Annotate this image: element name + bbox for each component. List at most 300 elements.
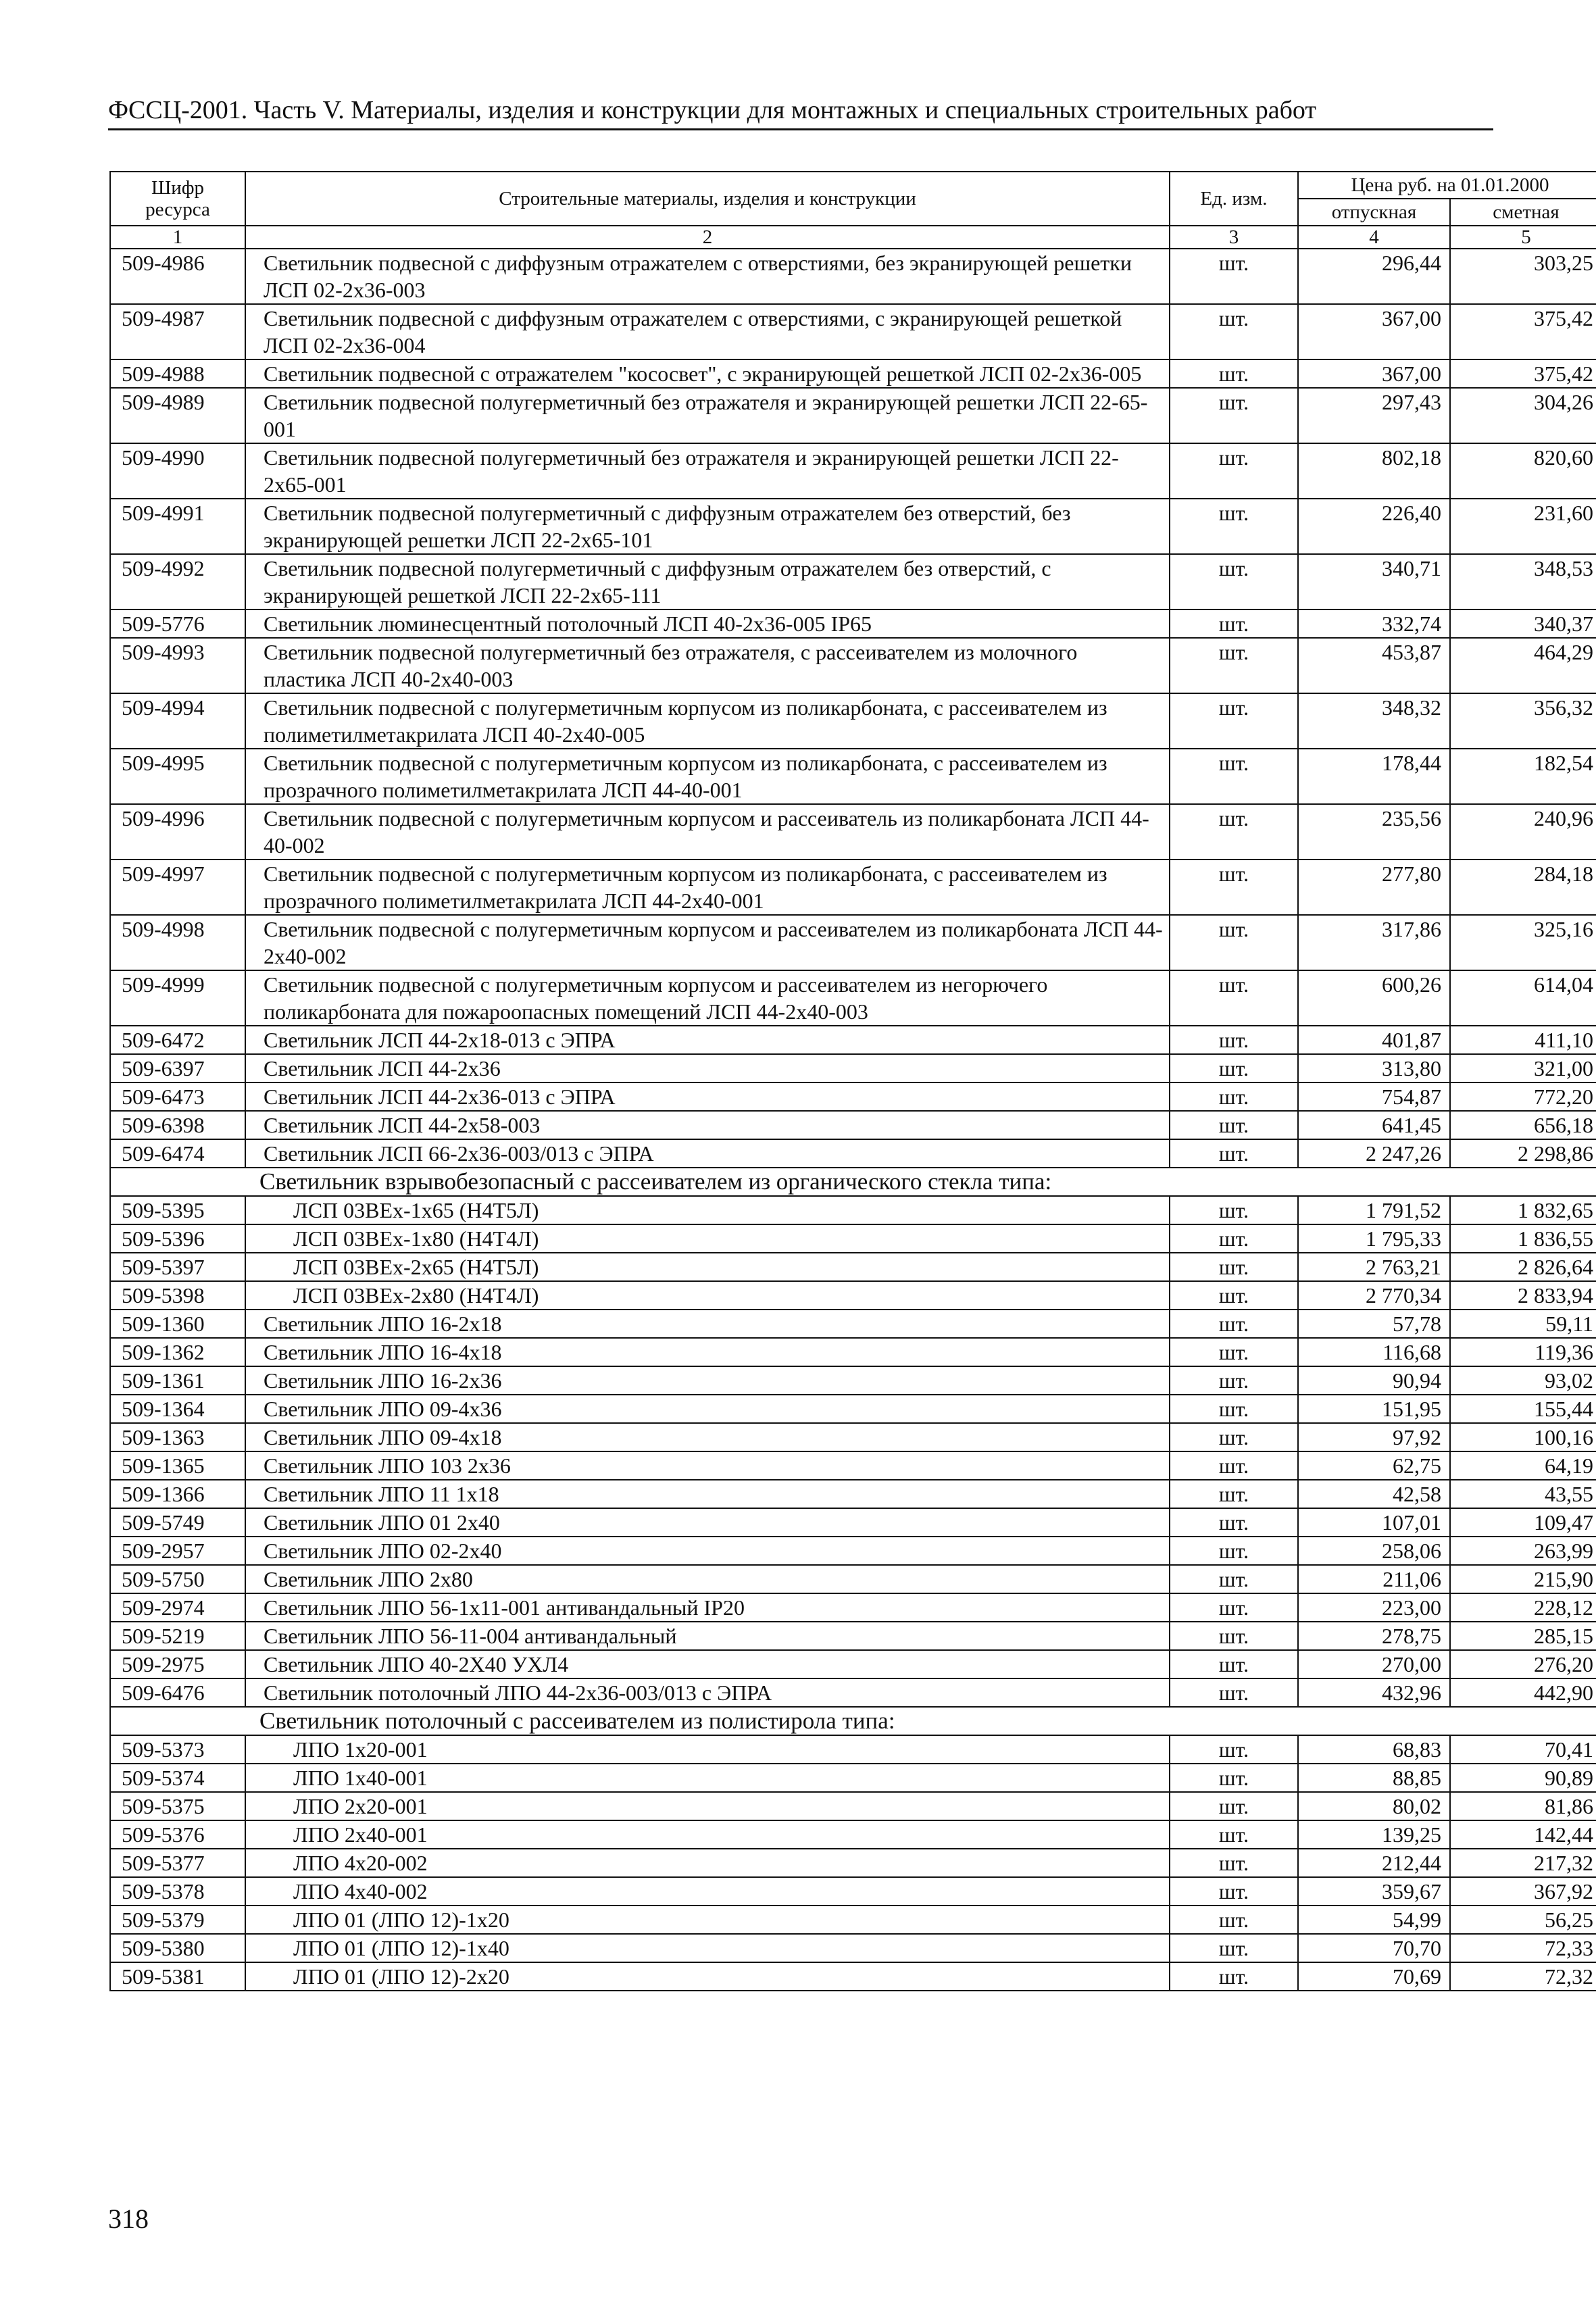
- table-row: [110, 1565, 1596, 1593]
- release-price-cell: 600,26: [1298, 970, 1450, 1026]
- item-name-cell: Светильник подвесной с полугерметичным корпусом и рассеиватель из поликарбоната ЛСП 44-40-002: [245, 804, 1170, 860]
- estimate-price-cell: 59,11: [1450, 1310, 1596, 1338]
- table-section-row: [110, 1707, 1596, 1735]
- resource-code-cell: 509-5219: [110, 1622, 245, 1650]
- estimate-price-cell: 356,32: [1450, 693, 1596, 749]
- item-name-cell: ЛПО 4х20-002: [245, 1849, 1170, 1877]
- resource-code-cell: 509-4990: [110, 443, 245, 499]
- table-row: [110, 749, 1596, 804]
- resource-code-cell: 509-5381: [110, 1962, 245, 1991]
- table-row: [110, 609, 1596, 638]
- unit-cell: шт.: [1170, 1593, 1298, 1622]
- unit-cell: шт.: [1170, 609, 1298, 638]
- release-price-cell: 317,86: [1298, 915, 1450, 970]
- release-price-cell: 97,92: [1298, 1423, 1450, 1451]
- estimate-price-cell: 325,16: [1450, 915, 1596, 970]
- unit-cell: шт.: [1170, 1877, 1298, 1906]
- item-name-cell: Светильник ЛСП 44-2х58-003: [245, 1111, 1170, 1139]
- estimate-price-cell: 772,20: [1450, 1082, 1596, 1111]
- unit-cell: шт.: [1170, 1764, 1298, 1792]
- release-price-cell: 2 247,26: [1298, 1139, 1450, 1168]
- unit-cell: шт.: [1170, 304, 1298, 359]
- estimate-price-cell: 263,99: [1450, 1537, 1596, 1565]
- release-price-cell: 332,74: [1298, 609, 1450, 638]
- table-row: [110, 1054, 1596, 1082]
- estimate-price-cell: 303,25: [1450, 249, 1596, 304]
- item-name-cell: Светильник ЛПО 16-2х18: [245, 1310, 1170, 1338]
- table-row: [110, 249, 1596, 304]
- resource-code-cell: 509-5373: [110, 1735, 245, 1764]
- item-name-cell: Светильник ЛПО 09-4х18: [245, 1423, 1170, 1451]
- estimate-price-cell: 442,90: [1450, 1678, 1596, 1707]
- estimate-price-cell: 64,19: [1450, 1451, 1596, 1480]
- item-name-cell: Светильник ЛСП 44-2х18-013 с ЭПРА: [245, 1026, 1170, 1054]
- unit-cell: шт.: [1170, 1253, 1298, 1281]
- resource-code-cell: 509-5776: [110, 609, 245, 638]
- table-row: [110, 1934, 1596, 1962]
- release-price-cell: 340,71: [1298, 554, 1450, 609]
- table-row: [110, 1508, 1596, 1537]
- table-row: [110, 1253, 1596, 1281]
- column-number: 3: [1170, 226, 1298, 249]
- unit-cell: шт.: [1170, 359, 1298, 388]
- item-name-cell: Светильник ЛПО 01 2х40: [245, 1508, 1170, 1537]
- estimate-price-cell: 285,15: [1450, 1622, 1596, 1650]
- release-price-cell: 151,95: [1298, 1395, 1450, 1423]
- release-price-cell: 88,85: [1298, 1764, 1450, 1792]
- table-row: [110, 554, 1596, 609]
- resource-code-cell: 509-4995: [110, 749, 245, 804]
- release-price-cell: 348,32: [1298, 693, 1450, 749]
- resource-code-cell: 509-5749: [110, 1508, 245, 1537]
- header-code: Шифр ресурса: [110, 172, 245, 226]
- item-name-cell: Светильник ЛПО 16-4х18: [245, 1338, 1170, 1366]
- release-price-cell: 367,00: [1298, 304, 1450, 359]
- unit-cell: шт.: [1170, 1934, 1298, 1962]
- item-name-cell: Светильник подвесной с полугерметичным корпусом и рассеивателем из негорючего поликарбоната для пожароопасных помещений ЛСП 44-2х40-003: [245, 970, 1170, 1026]
- resource-code-cell: 509-5375: [110, 1792, 245, 1820]
- table-row: [110, 638, 1596, 693]
- column-number: 5: [1450, 226, 1596, 249]
- unit-cell: шт.: [1170, 554, 1298, 609]
- item-name-cell: Светильник ЛСП 44-2х36: [245, 1054, 1170, 1082]
- release-price-cell: 1 795,33: [1298, 1224, 1450, 1253]
- header-name: Строительные материалы, изделия и конструкции: [245, 172, 1170, 226]
- table-row: [110, 1764, 1596, 1792]
- estimate-price-cell: 1 836,55: [1450, 1224, 1596, 1253]
- resource-code-cell: 509-4987: [110, 304, 245, 359]
- resource-code-cell: 509-4986: [110, 249, 245, 304]
- estimate-price-cell: 614,04: [1450, 970, 1596, 1026]
- unit-cell: шт.: [1170, 915, 1298, 970]
- table-row: [110, 693, 1596, 749]
- item-name-cell: ЛСП 03ВЕх-2х80 (Н4Т4Л): [245, 1281, 1170, 1310]
- resource-code-cell: 509-5376: [110, 1820, 245, 1849]
- table-row: [110, 1082, 1596, 1111]
- estimate-price-cell: 2 298,86: [1450, 1139, 1596, 1168]
- table-row: [110, 1849, 1596, 1877]
- item-name-cell: ЛСП 03ВЕх-1х80 (Н4Т4Л): [245, 1224, 1170, 1253]
- release-price-cell: 139,25: [1298, 1820, 1450, 1849]
- item-name-cell: Светильник подвесной с полугерметичным корпусом из поликарбоната, с рассеивателем из полиметилметакрилата ЛСП 40-2х40-005: [245, 693, 1170, 749]
- release-price-cell: 754,87: [1298, 1082, 1450, 1111]
- resource-code-cell: 509-1363: [110, 1423, 245, 1451]
- estimate-price-cell: 276,20: [1450, 1650, 1596, 1678]
- release-price-cell: 297,43: [1298, 388, 1450, 443]
- item-name-cell: Светильник потолочный ЛПО 44-2х36-003/013 с ЭПРА: [245, 1678, 1170, 1707]
- table-row: [110, 1395, 1596, 1423]
- release-price-cell: 641,45: [1298, 1111, 1450, 1139]
- resource-code-cell: 509-4996: [110, 804, 245, 860]
- table-row: [110, 1026, 1596, 1054]
- release-price-cell: 80,02: [1298, 1792, 1450, 1820]
- table-row: [110, 1451, 1596, 1480]
- release-price-cell: 278,75: [1298, 1622, 1450, 1650]
- item-name-cell: Светильник ЛПО 11 1х18: [245, 1480, 1170, 1508]
- item-name-cell: Светильник подвесной полугерметичный с диффузным отражателем без отверстий, с экранирующей решеткой ЛСП 22-2х65-111: [245, 554, 1170, 609]
- unit-cell: шт.: [1170, 249, 1298, 304]
- resource-code-cell: 509-4998: [110, 915, 245, 970]
- table-row: [110, 304, 1596, 359]
- item-name-cell: ЛПО 1х40-001: [245, 1764, 1170, 1792]
- estimate-price-cell: 231,60: [1450, 499, 1596, 554]
- resource-code-cell: 509-5377: [110, 1849, 245, 1877]
- table-row: [110, 1792, 1596, 1820]
- release-price-cell: 90,94: [1298, 1366, 1450, 1395]
- resource-code-cell: 509-5397: [110, 1253, 245, 1281]
- item-name-cell: Светильник ЛПО 40-2Х40 УХЛ4: [245, 1650, 1170, 1678]
- release-price-cell: 62,75: [1298, 1451, 1450, 1480]
- item-name-cell: Светильник подвесной полугерметичный без отражателя и экранирующей решетки ЛСП 22-2х65-001: [245, 443, 1170, 499]
- estimate-price-cell: 2 833,94: [1450, 1281, 1596, 1310]
- table-row: [110, 1735, 1596, 1764]
- page-header: [108, 95, 1493, 130]
- release-price-cell: 178,44: [1298, 749, 1450, 804]
- resource-code-cell: 509-4991: [110, 499, 245, 554]
- unit-cell: шт.: [1170, 804, 1298, 860]
- estimate-price-cell: 1 832,65: [1450, 1196, 1596, 1224]
- item-name-cell: Светильник подвесной с полугерметичным корпусом из поликарбоната, с рассеивателем из прозрачного полиметилметакрилата ЛСП 44-2х40-001: [245, 860, 1170, 915]
- item-name-cell: Светильник подвесной с диффузным отражателем с отверстиями, с экранирующей решеткой ЛСП 02-2х36-004: [245, 304, 1170, 359]
- unit-cell: шт.: [1170, 1451, 1298, 1480]
- release-price-cell: 70,70: [1298, 1934, 1450, 1962]
- item-name-cell: Светильник ЛПО 56-11-004 антивандальный: [245, 1622, 1170, 1650]
- resource-code-cell: 509-4997: [110, 860, 245, 915]
- table-row: [110, 970, 1596, 1026]
- release-price-cell: 235,56: [1298, 804, 1450, 860]
- table-header: [110, 172, 1596, 249]
- table-section-row: [110, 1168, 1596, 1196]
- release-price-cell: 1 791,52: [1298, 1196, 1450, 1224]
- header-unit: Ед. изм.: [1170, 172, 1298, 226]
- release-price-cell: 453,87: [1298, 638, 1450, 693]
- resource-code-cell: 509-5398: [110, 1281, 245, 1310]
- item-name-cell: ЛПО 01 (ЛПО 12)-1х40: [245, 1934, 1170, 1962]
- table-row: [110, 1906, 1596, 1934]
- unit-cell: шт.: [1170, 1423, 1298, 1451]
- resource-code-cell: 509-4999: [110, 970, 245, 1026]
- resource-code-cell: 509-6472: [110, 1026, 245, 1054]
- unit-cell: шт.: [1170, 1622, 1298, 1650]
- resource-code-cell: 509-4994: [110, 693, 245, 749]
- estimate-price-cell: 284,18: [1450, 860, 1596, 915]
- estimate-price-cell: 142,44: [1450, 1820, 1596, 1849]
- table-row: [110, 1366, 1596, 1395]
- page-title: ФССЦ-2001. Часть V. Материалы, изделия и конструкции для монтажных и специальных строительных работ: [108, 96, 1317, 124]
- estimate-price-cell: 72,32: [1450, 1962, 1596, 1991]
- item-name-cell: Светильник ЛПО 56-1х11-001 антивандальный IP20: [245, 1593, 1170, 1622]
- release-price-cell: 68,83: [1298, 1735, 1450, 1764]
- release-price-cell: 116,68: [1298, 1338, 1450, 1366]
- unit-cell: шт.: [1170, 1962, 1298, 1991]
- estimate-price-cell: 70,41: [1450, 1735, 1596, 1764]
- resource-code-cell: 509-5395: [110, 1196, 245, 1224]
- estimate-price-cell: 43,55: [1450, 1480, 1596, 1508]
- release-price-cell: 258,06: [1298, 1537, 1450, 1565]
- resource-code-cell: 509-2974: [110, 1593, 245, 1622]
- estimate-price-cell: 375,42: [1450, 304, 1596, 359]
- item-name-cell: Светильник ЛПО 2х80: [245, 1565, 1170, 1593]
- estimate-price-cell: 340,37: [1450, 609, 1596, 638]
- estimate-price-cell: 2 826,64: [1450, 1253, 1596, 1281]
- estimate-price-cell: 56,25: [1450, 1906, 1596, 1934]
- release-price-cell: 270,00: [1298, 1650, 1450, 1678]
- table-row: [110, 1962, 1596, 1991]
- unit-cell: шт.: [1170, 1678, 1298, 1707]
- item-name-cell: ЛСП 03ВЕх-1х65 (Н4Т5Л): [245, 1196, 1170, 1224]
- item-name-cell: Светильник подвесной полугерметичный без отражателя, с рассеивателем из молочного пластика ЛСП 40-2х40-003: [245, 638, 1170, 693]
- unit-cell: шт.: [1170, 1820, 1298, 1849]
- resource-code-cell: 509-1366: [110, 1480, 245, 1508]
- unit-cell: шт.: [1170, 1054, 1298, 1082]
- release-price-cell: 2 770,34: [1298, 1281, 1450, 1310]
- item-name-cell: ЛПО 01 (ЛПО 12)-2х20: [245, 1962, 1170, 1991]
- unit-cell: шт.: [1170, 749, 1298, 804]
- table-row: [110, 388, 1596, 443]
- unit-cell: шт.: [1170, 1224, 1298, 1253]
- release-price-cell: 42,58: [1298, 1480, 1450, 1508]
- price-table: [109, 171, 1596, 1991]
- item-name-cell: ЛПО 2х20-001: [245, 1792, 1170, 1820]
- unit-cell: шт.: [1170, 1310, 1298, 1338]
- item-name-cell: Светильник подвесной с полугерметичным корпусом и рассеивателем из поликарбоната ЛСП 44-2х40-002: [245, 915, 1170, 970]
- release-price-cell: 401,87: [1298, 1026, 1450, 1054]
- table-row: [110, 1537, 1596, 1565]
- release-price-cell: 223,00: [1298, 1593, 1450, 1622]
- unit-cell: шт.: [1170, 1735, 1298, 1764]
- estimate-price-cell: 81,86: [1450, 1792, 1596, 1820]
- estimate-price-cell: 656,18: [1450, 1111, 1596, 1139]
- release-price-cell: 367,00: [1298, 359, 1450, 388]
- estimate-price-cell: 182,54: [1450, 749, 1596, 804]
- unit-cell: шт.: [1170, 1196, 1298, 1224]
- resource-code-cell: 509-2957: [110, 1537, 245, 1565]
- unit-cell: шт.: [1170, 499, 1298, 554]
- table-row: [110, 1423, 1596, 1451]
- unit-cell: шт.: [1170, 388, 1298, 443]
- item-name-cell: ЛПО 4х40-002: [245, 1877, 1170, 1906]
- table-row: [110, 1820, 1596, 1849]
- unit-cell: шт.: [1170, 1906, 1298, 1934]
- release-price-cell: 802,18: [1298, 443, 1450, 499]
- resource-code-cell: 509-4988: [110, 359, 245, 388]
- unit-cell: шт.: [1170, 1338, 1298, 1366]
- header-release-price: отпускная: [1298, 199, 1450, 226]
- estimate-price-cell: 411,10: [1450, 1026, 1596, 1054]
- item-name-cell: Светильник подвесной полугерметичный без отражателя и экранирующей решетки ЛСП 22-65-001: [245, 388, 1170, 443]
- resource-code-cell: 509-5379: [110, 1906, 245, 1934]
- estimate-price-cell: 155,44: [1450, 1395, 1596, 1423]
- resource-code-cell: 509-4989: [110, 388, 245, 443]
- unit-cell: шт.: [1170, 1139, 1298, 1168]
- release-price-cell: 432,96: [1298, 1678, 1450, 1707]
- item-name-cell: ЛПО 01 (ЛПО 12)-1х20: [245, 1906, 1170, 1934]
- unit-cell: шт.: [1170, 1026, 1298, 1054]
- release-price-cell: 2 763,21: [1298, 1253, 1450, 1281]
- column-number: 2: [245, 226, 1170, 249]
- table-row: [110, 1111, 1596, 1139]
- unit-cell: шт.: [1170, 1508, 1298, 1537]
- resource-code-cell: 509-1360: [110, 1310, 245, 1338]
- unit-cell: шт.: [1170, 1480, 1298, 1508]
- unit-cell: шт.: [1170, 1537, 1298, 1565]
- estimate-price-cell: 119,36: [1450, 1338, 1596, 1366]
- release-price-cell: 313,80: [1298, 1054, 1450, 1082]
- column-number: 1: [110, 226, 245, 249]
- price-table-container: [109, 171, 1593, 1991]
- unit-cell: шт.: [1170, 1111, 1298, 1139]
- table-row: [110, 1480, 1596, 1508]
- unit-cell: шт.: [1170, 970, 1298, 1026]
- estimate-price-cell: 100,16: [1450, 1423, 1596, 1451]
- resource-code-cell: 509-6474: [110, 1139, 245, 1168]
- unit-cell: шт.: [1170, 1366, 1298, 1395]
- release-price-cell: 226,40: [1298, 499, 1450, 554]
- estimate-price-cell: 304,26: [1450, 388, 1596, 443]
- item-name-cell: Светильник подвесной с отражателем "кососвет", с экранирующей решеткой ЛСП 02-2х36-005: [245, 359, 1170, 388]
- resource-code-cell: 509-6476: [110, 1678, 245, 1707]
- unit-cell: шт.: [1170, 1395, 1298, 1423]
- item-name-cell: Светильник подвесной полугерметичный с диффузным отражателем без отверстий, без экранирующей решетки ЛСП 22-2х65-101: [245, 499, 1170, 554]
- estimate-price-cell: 321,00: [1450, 1054, 1596, 1082]
- unit-cell: шт.: [1170, 638, 1298, 693]
- release-price-cell: 107,01: [1298, 1508, 1450, 1537]
- estimate-price-cell: 72,33: [1450, 1934, 1596, 1962]
- unit-cell: шт.: [1170, 443, 1298, 499]
- unit-cell: шт.: [1170, 1565, 1298, 1593]
- item-name-cell: Светильник ЛПО 16-2х36: [245, 1366, 1170, 1395]
- table-row: [110, 1593, 1596, 1622]
- resource-code-cell: 509-1362: [110, 1338, 245, 1366]
- unit-cell: шт.: [1170, 693, 1298, 749]
- unit-cell: шт.: [1170, 1082, 1298, 1111]
- resource-code-cell: 509-1364: [110, 1395, 245, 1423]
- estimate-price-cell: 90,89: [1450, 1764, 1596, 1792]
- table-row: [110, 1196, 1596, 1224]
- unit-cell: шт.: [1170, 860, 1298, 915]
- table-body: [110, 249, 1596, 1991]
- table-row: [110, 1877, 1596, 1906]
- item-name-cell: Светильник ЛСП 44-2х36-013 с ЭПРА: [245, 1082, 1170, 1111]
- item-name-cell: Светильник ЛПО 09-4х36: [245, 1395, 1170, 1423]
- header-estimate-price: сметная: [1450, 199, 1596, 226]
- release-price-cell: 296,44: [1298, 249, 1450, 304]
- table-row: [110, 1678, 1596, 1707]
- estimate-price-cell: 109,47: [1450, 1508, 1596, 1537]
- table-row: [110, 1310, 1596, 1338]
- page-number: 318: [108, 2204, 149, 2234]
- resource-code-cell: 509-6397: [110, 1054, 245, 1082]
- header-price-group: Цена руб. на 01.01.2000: [1298, 172, 1596, 199]
- table-row: [110, 1338, 1596, 1366]
- item-name-cell: Светильник люминесцентный потолочный ЛСП 40-2х36-005 IP65: [245, 609, 1170, 638]
- release-price-cell: 359,67: [1298, 1877, 1450, 1906]
- table-row: [110, 359, 1596, 388]
- resource-code-cell: 509-2975: [110, 1650, 245, 1678]
- resource-code-cell: 509-4992: [110, 554, 245, 609]
- table-row: [110, 1650, 1596, 1678]
- item-name-cell: ЛСП 03ВЕх-2х65 (Н4Т5Л): [245, 1253, 1170, 1281]
- estimate-price-cell: 375,42: [1450, 359, 1596, 388]
- resource-code-cell: 509-6473: [110, 1082, 245, 1111]
- table-row: [110, 804, 1596, 860]
- item-name-cell: Светильник подвесной с диффузным отражателем с отверстиями, без экранирующей решетки ЛСП 02-2х36-003: [245, 249, 1170, 304]
- estimate-price-cell: 464,29: [1450, 638, 1596, 693]
- table-row: [110, 443, 1596, 499]
- item-name-cell: Светильник ЛПО 103 2х36: [245, 1451, 1170, 1480]
- item-name-cell: ЛПО 2х40-001: [245, 1820, 1170, 1849]
- item-name-cell: Светильник подвесной с полугерметичным корпусом из поликарбоната, с рассеивателем из прозрачного полиметилметакрилата ЛСП 44-40-001: [245, 749, 1170, 804]
- estimate-price-cell: 93,02: [1450, 1366, 1596, 1395]
- estimate-price-cell: 367,92: [1450, 1877, 1596, 1906]
- table-row: [110, 860, 1596, 915]
- release-price-cell: 70,69: [1298, 1962, 1450, 1991]
- release-price-cell: 212,44: [1298, 1849, 1450, 1877]
- table-row: [110, 915, 1596, 970]
- column-number: 4: [1298, 226, 1450, 249]
- resource-code-cell: 509-1365: [110, 1451, 245, 1480]
- estimate-price-cell: 228,12: [1450, 1593, 1596, 1622]
- estimate-price-cell: 820,60: [1450, 443, 1596, 499]
- resource-code-cell: 509-6398: [110, 1111, 245, 1139]
- item-name-cell: Светильник ЛПО 02-2х40: [245, 1537, 1170, 1565]
- release-price-cell: 277,80: [1298, 860, 1450, 915]
- resource-code-cell: 509-5374: [110, 1764, 245, 1792]
- section-heading: Светильник взрывобезопасный с рассеивателем из органического стекла типа:: [110, 1168, 1596, 1196]
- item-name-cell: Светильник ЛСП 66-2х36-003/013 с ЭПРА: [245, 1139, 1170, 1168]
- resource-code-cell: 509-5378: [110, 1877, 245, 1906]
- resource-code-cell: 509-5750: [110, 1565, 245, 1593]
- unit-cell: шт.: [1170, 1281, 1298, 1310]
- estimate-price-cell: 240,96: [1450, 804, 1596, 860]
- release-price-cell: 211,06: [1298, 1565, 1450, 1593]
- item-name-cell: ЛПО 1х20-001: [245, 1735, 1170, 1764]
- estimate-price-cell: 217,32: [1450, 1849, 1596, 1877]
- table-row: [110, 1139, 1596, 1168]
- unit-cell: шт.: [1170, 1849, 1298, 1877]
- table-row: [110, 499, 1596, 554]
- table-row: [110, 1622, 1596, 1650]
- resource-code-cell: 509-4993: [110, 638, 245, 693]
- unit-cell: шт.: [1170, 1650, 1298, 1678]
- resource-code-cell: 509-5396: [110, 1224, 245, 1253]
- table-row: [110, 1281, 1596, 1310]
- table-row: [110, 1224, 1596, 1253]
- estimate-price-cell: 348,53: [1450, 554, 1596, 609]
- unit-cell: шт.: [1170, 1792, 1298, 1820]
- estimate-price-cell: 215,90: [1450, 1565, 1596, 1593]
- release-price-cell: 57,78: [1298, 1310, 1450, 1338]
